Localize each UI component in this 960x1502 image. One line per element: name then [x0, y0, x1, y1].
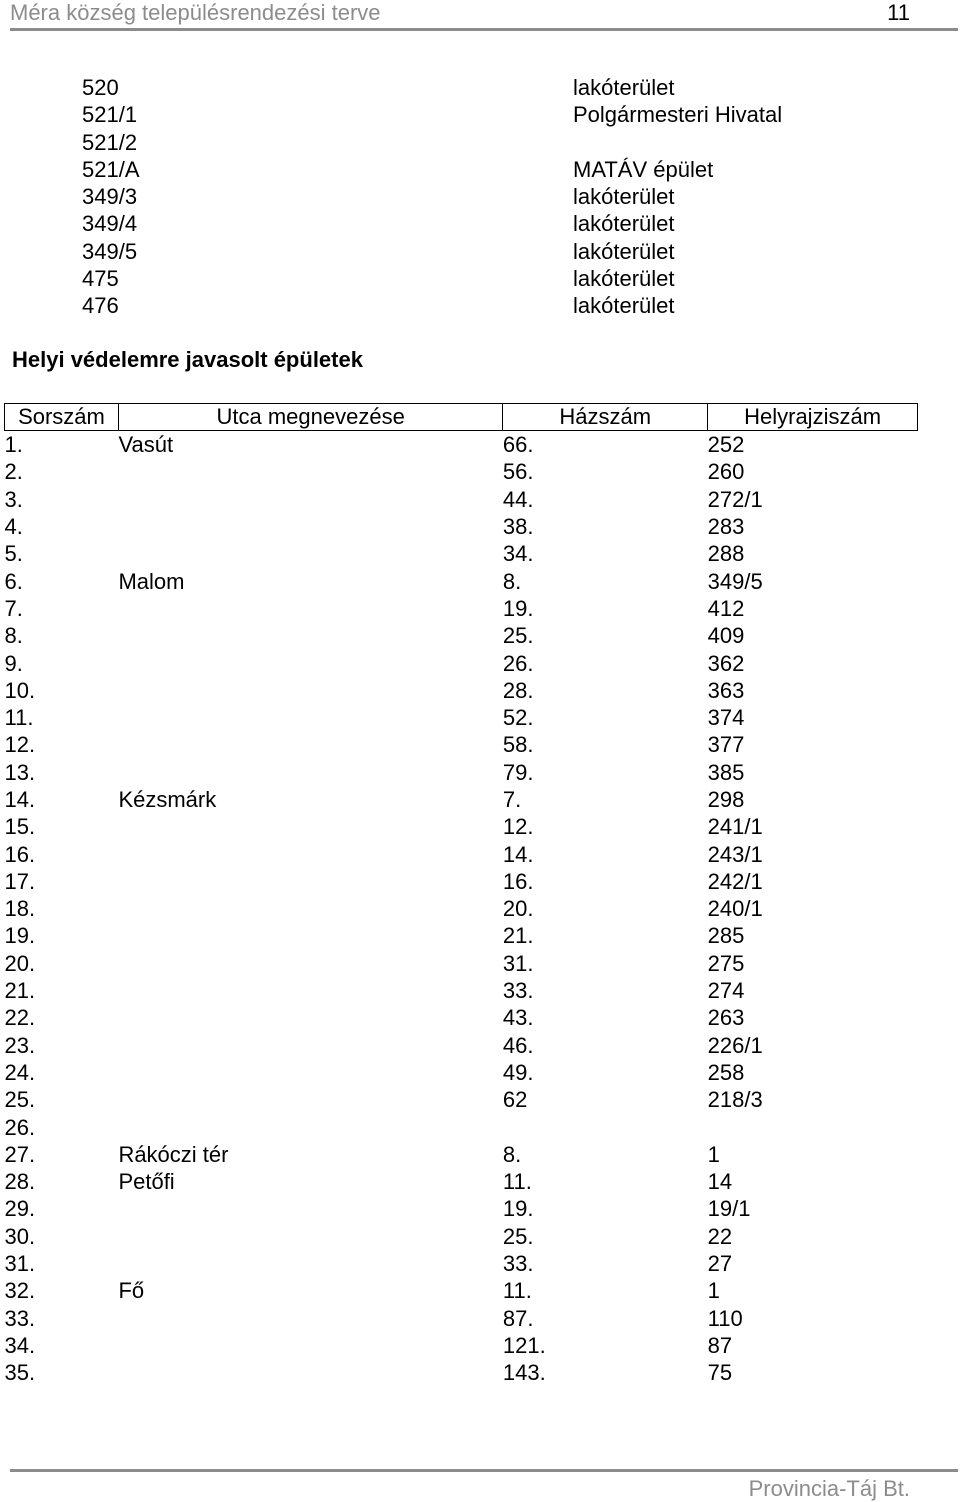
- parcel-use: MATÁV épület: [573, 156, 714, 182]
- table-row: [5, 1168, 918, 1195]
- cell-sorszam: 27.: [4, 1141, 36, 1167]
- table-row: [5, 950, 918, 977]
- parcel-number: 349/5: [82, 238, 138, 264]
- table-row: [5, 458, 918, 485]
- cell-sorszam: 29.: [4, 1196, 36, 1222]
- parcel-list: [0, 74, 960, 320]
- cell-helyrajziszam: 27: [707, 1251, 733, 1277]
- header-sorszam: Sorszám: [5, 404, 119, 431]
- header-helyrajziszam: Helyrajziszám: [708, 404, 918, 431]
- cell-helyrajziszam: 274: [707, 978, 745, 1004]
- cell-sorszam: 25.: [4, 1087, 36, 1113]
- table-row: [5, 622, 918, 649]
- cell-helyrajziszam: 226/1: [707, 1032, 763, 1058]
- cell-hazszam: 26.: [502, 650, 534, 676]
- cell-helyrajziszam: 1: [707, 1141, 720, 1167]
- section-title: Helyi védelemre javasolt épületek: [12, 347, 363, 372]
- parcel-number: 475: [82, 266, 119, 292]
- table-row: [5, 868, 918, 895]
- parcel-number: 349/4: [82, 211, 138, 237]
- parcel-use: lakóterület: [573, 75, 675, 100]
- cell-utca: [118, 649, 502, 676]
- list-item: [0, 183, 960, 210]
- cell-helyrajziszam: 87: [707, 1332, 733, 1358]
- cell-utca: [118, 622, 502, 649]
- table-row: [5, 1305, 918, 1332]
- cell-sorszam: 32.: [4, 1278, 36, 1304]
- cell-hazszam: 12.: [502, 814, 534, 840]
- cell-helyrajziszam: 218/3: [707, 1087, 763, 1113]
- cell-sorszam: 15.: [4, 814, 36, 840]
- cell-sorszam: 19.: [4, 923, 36, 949]
- cell-utca: [118, 540, 502, 567]
- parcel-use: lakóterület: [573, 266, 675, 292]
- cell-utca: [118, 1032, 502, 1059]
- cell-sorszam: 10.: [4, 677, 36, 703]
- table-row: [5, 786, 918, 813]
- cell-sorszam: 28.: [4, 1169, 36, 1195]
- cell-helyrajziszam: 258: [707, 1059, 745, 1085]
- cell-hazszam: 8.: [502, 1141, 522, 1167]
- cell-sorszam: 17.: [4, 868, 36, 894]
- cell-utca: [118, 868, 502, 895]
- table-row: [5, 1250, 918, 1277]
- cell-hazszam: 19.: [502, 595, 534, 621]
- cell-hazszam: 31.: [502, 950, 534, 976]
- cell-helyrajziszam: 377: [707, 732, 745, 758]
- cell-utca: [118, 513, 502, 540]
- cell-utca: [118, 1004, 502, 1031]
- table-header-row: [5, 404, 918, 431]
- table-row: [5, 486, 918, 513]
- cell-hazszam: 7.: [502, 787, 522, 812]
- cell-utca: [118, 895, 502, 922]
- cell-utca: [118, 922, 502, 949]
- cell-hazszam: 44.: [502, 486, 534, 512]
- cell-hazszam: 11.: [502, 1169, 532, 1195]
- cell-utca: Kézsmárk: [118, 787, 217, 812]
- table-row: [5, 704, 918, 731]
- table-row: [5, 759, 918, 786]
- cell-helyrajziszam: 75: [707, 1360, 733, 1386]
- protected-buildings-table: [4, 403, 918, 1386]
- cell-helyrajziszam: 385: [707, 759, 745, 785]
- cell-utca: Rákóczi tér: [118, 1141, 229, 1167]
- cell-sorszam: 4.: [4, 514, 23, 540]
- cell-sorszam: 9.: [4, 650, 23, 676]
- table-row: [5, 1277, 918, 1304]
- cell-utca: [118, 1250, 502, 1277]
- cell-utca: [118, 458, 502, 485]
- table-row: [5, 1195, 918, 1222]
- cell-utca: Vasút: [118, 432, 174, 458]
- parcel-number: 521/1: [82, 102, 138, 128]
- table-row: [5, 513, 918, 540]
- cell-helyrajziszam: 252: [707, 432, 745, 458]
- cell-helyrajziszam: 288: [707, 541, 745, 567]
- cell-hazszam: 25.: [502, 1223, 534, 1249]
- cell-helyrajziszam: 243/1: [707, 841, 763, 867]
- cell-helyrajziszam: 241/1: [707, 814, 763, 840]
- cell-utca: [118, 1359, 502, 1386]
- cell-sorszam: 22.: [4, 1005, 36, 1031]
- cell-sorszam: 33.: [4, 1305, 36, 1331]
- list-item: [0, 74, 960, 101]
- table-row: [5, 977, 918, 1004]
- list-item: [0, 238, 960, 265]
- cell-helyrajziszam: 409: [707, 623, 745, 649]
- cell-hazszam: 58.: [502, 732, 534, 758]
- table-row: [5, 540, 918, 567]
- table-row: [5, 922, 918, 949]
- cell-helyrajziszam: 242/1: [707, 868, 763, 894]
- cell-hazszam: 66.: [502, 432, 534, 458]
- cell-sorszam: 8.: [4, 623, 23, 649]
- footer-company: Provincia-Táj Bt.: [748, 1476, 910, 1501]
- cell-utca: [118, 1195, 502, 1222]
- cell-hazszam: 20.: [502, 896, 534, 922]
- list-item: [0, 129, 960, 156]
- cell-helyrajziszam: 260: [707, 459, 745, 485]
- cell-utca: [118, 731, 502, 758]
- table-row: [5, 731, 918, 758]
- table-row: [5, 1332, 918, 1359]
- table-row: [5, 1004, 918, 1031]
- table-body: [5, 431, 918, 1387]
- cell-utca: [118, 595, 502, 622]
- cell-utca: [118, 759, 502, 786]
- cell-hazszam: 33.: [502, 1251, 534, 1277]
- cell-utca: [118, 1113, 502, 1140]
- parcel-number: 521/A: [82, 156, 140, 182]
- cell-hazszam: 56.: [502, 459, 534, 485]
- cell-utca: Petőfi: [118, 1169, 175, 1195]
- cell-utca: [118, 840, 502, 867]
- cell-hazszam: 11.: [502, 1278, 532, 1304]
- cell-utca: [118, 1223, 502, 1250]
- cell-helyrajziszam: 19/1: [707, 1196, 751, 1222]
- cell-utca: [118, 704, 502, 731]
- cell-hazszam: 87.: [502, 1305, 534, 1331]
- cell-sorszam: 13.: [4, 759, 36, 785]
- table-row: [5, 840, 918, 867]
- cell-sorszam: 12.: [4, 732, 36, 758]
- cell-helyrajziszam: 1: [707, 1278, 720, 1304]
- list-item: [0, 210, 960, 237]
- table-row: [5, 677, 918, 704]
- cell-sorszam: 20.: [4, 950, 36, 976]
- parcel-use: lakóterület: [573, 238, 675, 264]
- cell-sorszam: 31.: [4, 1251, 36, 1277]
- header-hazszam: Házszám: [503, 404, 708, 431]
- parcel-number: 476: [82, 293, 119, 319]
- list-item: [0, 101, 960, 128]
- list-item: [0, 292, 960, 319]
- cell-helyrajziszam: 110: [707, 1305, 743, 1331]
- cell-hazszam: 62: [502, 1087, 528, 1113]
- cell-sorszam: 21.: [4, 978, 36, 1004]
- table-row: [5, 813, 918, 840]
- table-row: [5, 1086, 918, 1113]
- cell-sorszam: 5.: [4, 541, 23, 567]
- cell-hazszam: 38.: [502, 514, 534, 540]
- cell-helyrajziszam: 285: [707, 923, 745, 949]
- parcel-use: Polgármesteri Hivatal: [573, 102, 783, 128]
- cell-sorszam: 7.: [4, 595, 23, 621]
- cell-hazszam: 8.: [502, 568, 522, 594]
- table-row: [5, 431, 918, 459]
- page-number: 11: [887, 0, 910, 25]
- cell-helyrajziszam: 14: [707, 1169, 733, 1195]
- cell-hazszam: 52.: [502, 705, 534, 731]
- cell-helyrajziszam: [708, 1113, 918, 1140]
- cell-utca: [118, 977, 502, 1004]
- table-row: [5, 1032, 918, 1059]
- cell-hazszam: 34.: [502, 541, 534, 567]
- cell-helyrajziszam: 22: [707, 1223, 733, 1249]
- cell-hazszam: [503, 1113, 708, 1140]
- cell-hazszam: 25.: [502, 623, 534, 649]
- page-footer: [10, 1469, 958, 1501]
- cell-helyrajziszam: 272/1: [707, 486, 763, 512]
- cell-helyrajziszam: 275: [707, 950, 745, 976]
- cell-utca: [118, 1332, 502, 1359]
- parcel-use: lakóterület: [573, 211, 675, 237]
- cell-sorszam: 24.: [4, 1059, 36, 1085]
- cell-hazszam: 19.: [502, 1196, 534, 1222]
- cell-helyrajziszam: 362: [707, 650, 745, 676]
- cell-hazszam: 14.: [502, 841, 534, 867]
- page-header: [10, 0, 958, 31]
- cell-sorszam: 34.: [4, 1332, 36, 1358]
- table-row: [5, 1141, 918, 1168]
- cell-helyrajziszam: 240/1: [707, 896, 763, 922]
- cell-hazszam: 33.: [502, 978, 534, 1004]
- cell-sorszam: 16.: [4, 841, 36, 867]
- cell-sorszam: 18.: [4, 896, 36, 922]
- parcel-number: 521/2: [82, 129, 138, 155]
- cell-hazszam: 43.: [502, 1005, 534, 1031]
- table-row: [5, 1359, 918, 1386]
- cell-hazszam: 21.: [502, 923, 534, 949]
- table-row: [5, 1223, 918, 1250]
- cell-sorszam: 2.: [4, 459, 23, 485]
- cell-helyrajziszam: 283: [707, 514, 745, 540]
- table-row: [5, 595, 918, 622]
- cell-utca: [118, 677, 502, 704]
- cell-hazszam: 79.: [502, 759, 534, 785]
- table-row: [5, 1113, 918, 1140]
- header-utca: Utca megnevezése: [118, 404, 502, 431]
- parcel-use: lakóterület: [573, 293, 675, 319]
- cell-utca: [118, 950, 502, 977]
- cell-sorszam: 23.: [4, 1032, 36, 1058]
- list-item: [0, 265, 960, 292]
- cell-utca: [118, 486, 502, 513]
- cell-helyrajziszam: 263: [707, 1005, 745, 1031]
- cell-sorszam: 35.: [4, 1360, 36, 1386]
- cell-utca: [118, 1305, 502, 1332]
- cell-hazszam: 49.: [502, 1059, 534, 1085]
- cell-helyrajziszam: 349/5: [707, 568, 763, 594]
- table-row: [5, 567, 918, 594]
- cell-sorszam: 26.: [4, 1114, 36, 1140]
- cell-helyrajziszam: 374: [707, 705, 745, 731]
- cell-hazszam: 16.: [502, 868, 534, 894]
- document-title: Méra község településrendezési terve: [10, 0, 381, 25]
- cell-utca: Malom: [118, 568, 185, 594]
- cell-hazszam: 46.: [502, 1032, 534, 1058]
- cell-hazszam: 28.: [502, 677, 534, 703]
- list-item: [0, 156, 960, 183]
- cell-sorszam: 3.: [4, 486, 23, 512]
- cell-sorszam: 1.: [4, 432, 23, 458]
- cell-utca: [118, 1086, 502, 1113]
- table-row: [5, 895, 918, 922]
- cell-sorszam: 14.: [4, 787, 36, 812]
- parcel-number: 520: [82, 75, 119, 100]
- parcel-number: 349/3: [82, 184, 138, 210]
- cell-helyrajziszam: 363: [707, 677, 745, 703]
- cell-utca: [118, 813, 502, 840]
- cell-hazszam: 143.: [502, 1360, 546, 1386]
- cell-sorszam: 11.: [4, 705, 34, 731]
- cell-sorszam: 30.: [4, 1223, 36, 1249]
- cell-hazszam: 121.: [502, 1332, 546, 1358]
- table-row: [5, 649, 918, 676]
- cell-helyrajziszam: 298: [707, 787, 745, 812]
- cell-utca: Fő: [118, 1278, 145, 1304]
- table-row: [5, 1059, 918, 1086]
- cell-sorszam: 6.: [4, 568, 23, 594]
- cell-utca: [118, 1059, 502, 1086]
- cell-helyrajziszam: 412: [707, 595, 745, 621]
- parcel-use: lakóterület: [573, 184, 675, 210]
